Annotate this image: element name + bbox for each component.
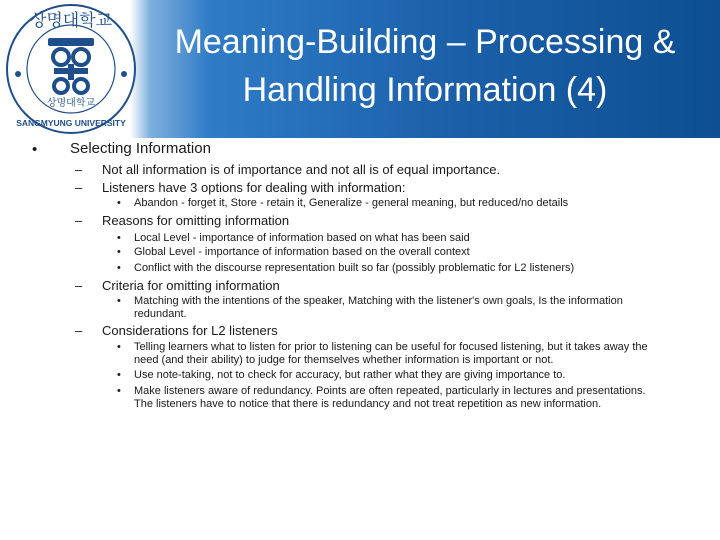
bullet-item: Considerations for L2 listeners: [102, 323, 278, 338]
bullet-item: Reasons for omitting information: [102, 213, 290, 228]
sub-bullet-item: Use note-taking, not to check for accuracy, but rather what they are giving importance to.: [134, 369, 566, 381]
sub-bullet-item: Matching with the intentions of the speaker, Matching with the listener's own goals, Is the information redundant.: [134, 295, 623, 320]
dash-icon: –: [75, 213, 83, 228]
bullet-item: Listeners have 3 options for dealing with information:: [102, 180, 406, 195]
title-line-2: Handling Information (4): [242, 71, 608, 109]
seal-top-text: 상명대학교: [29, 11, 113, 31]
bullet-dot-icon: •: [117, 295, 121, 307]
sub-bullet-item: Global Level - importance of information based on the overall context: [134, 246, 470, 258]
bullet-heading: Selecting Information: [70, 140, 211, 157]
title-line-1: Meaning-Building – Processing &: [174, 23, 676, 61]
sub-bullet-item: Local Level - importance of information based on what has been said: [134, 232, 470, 244]
bullet-item: Criteria for omitting information: [102, 278, 280, 293]
bullet-dot-icon: •: [117, 385, 121, 397]
sub-bullet-item: Conflict with the discourse representation built so far (possibly problematic for L2 listeners): [134, 262, 575, 274]
seal-bottom-text: SANGMYUNG UNIVERSITY: [16, 118, 126, 128]
bullet-item: Not all information is of importance and not all is of equal importance.: [102, 162, 501, 177]
sub-bullet-item: Make listeners aware of redundancy. Points are often repeated, particularly in lectures and presentations. The listeners have to notice that there is redundancy and not treat repetition as new information.: [134, 385, 646, 410]
dash-icon: –: [75, 278, 83, 293]
bullet-dot-icon: •: [117, 262, 121, 274]
seal-center-text: 상명대학교: [46, 98, 96, 109]
university-seal-logo: [4, 2, 138, 136]
bullet-dot-icon: •: [117, 369, 121, 381]
title-banner: [0, 0, 720, 138]
bullet-dot-icon: •: [32, 141, 38, 158]
bullet-dot-icon: •: [117, 246, 121, 258]
dash-icon: –: [75, 323, 83, 338]
bullet-dot-icon: •: [117, 341, 121, 353]
bullet-dot-icon: •: [117, 197, 121, 209]
sub-bullet-item: Telling learners what to listen for prior to listening can be useful for focused listening, but it takes away the need (and their ability) to judge for themselves whether information is important or not.: [134, 341, 648, 366]
slide-title: [150, 18, 700, 114]
dash-icon: –: [75, 180, 83, 195]
bullet-dot-icon: •: [117, 232, 121, 244]
sub-bullet-item: Abandon - forget it, Store - retain it, Generalize - general meaning, but reduced/no details: [134, 197, 569, 209]
dash-icon: –: [75, 162, 83, 177]
